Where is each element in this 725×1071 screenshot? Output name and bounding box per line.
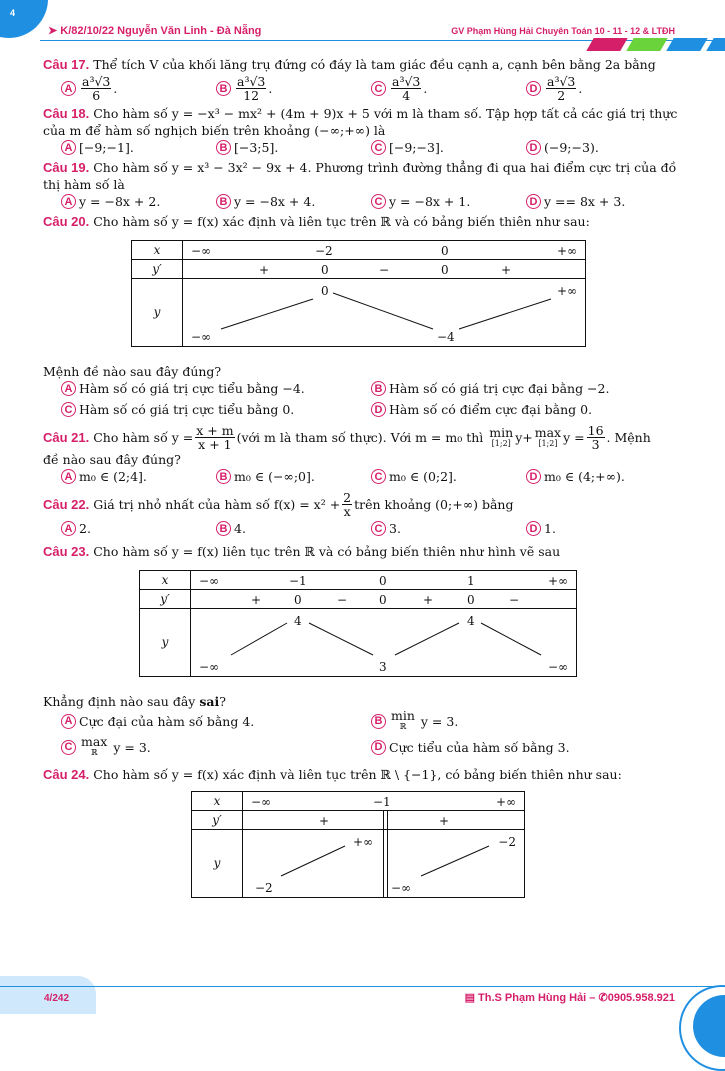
q19-option-d[interactable]: D y == 8x + 3. bbox=[526, 193, 681, 210]
header-page-number: 4 bbox=[10, 8, 16, 18]
q19-option-b[interactable]: B y = −8x + 4. bbox=[216, 193, 371, 210]
header-teacher: GV Phạm Hùng Hải Chuyên Toán 10 - 11 - 12 & LTĐH bbox=[451, 26, 675, 36]
footer-rule bbox=[0, 986, 725, 987]
q23-option-b[interactable]: B min ℝ y = 3. bbox=[371, 710, 681, 732]
header-stripe-green bbox=[626, 38, 668, 51]
question-21: Câu 21. Cho hàm số y = $\frac{x + m}{x + 1}$ (với m là tham số thực). Với m = m₀ thì min [1;2] y + max [1;2] y = $\frac{16}{3}$ . Mệnh bbox=[43, 423, 651, 452]
q18-option-c[interactable]: C [−9;−3]. bbox=[371, 139, 526, 156]
phone-icon: ✆ bbox=[598, 992, 608, 1004]
q20-option-b[interactable]: B Hàm số có giá trị cực đại bằng −2. bbox=[371, 380, 681, 397]
q24-arrows bbox=[243, 830, 525, 898]
q21-prompt: đề nào sau đây đúng? bbox=[43, 452, 181, 467]
q23-variation-table: x −∞ −1 0 1 +∞ y′ + 0 − 0 + 0 − y 4 4 −∞ 3 −∞ bbox=[139, 570, 577, 677]
q18-option-b[interactable]: B [−3;5]. bbox=[216, 139, 371, 156]
q17-option-c[interactable]: C $\frac{\text{a³√3}}{4}$ . bbox=[371, 75, 526, 102]
question-22: Câu 22. Giá trị nhỏ nhất của hàm số f(x) = x² + $\frac{2}{x}$ trên khoảng (0;+∞) bằng bbox=[43, 490, 514, 519]
q18-options bbox=[43, 139, 683, 156]
q21-options bbox=[43, 468, 683, 485]
question-23: Câu 23. Cho hàm số y = f(x) liên tục trên ℝ và có bảng biến thiên như hình vẽ sau bbox=[43, 544, 561, 559]
question-17: Câu 17. Thể tích V của khối lăng trụ đứng có đáy là tam giác đều cạnh a, cạnh bên bằng 2a bằng bbox=[43, 57, 656, 72]
q18-option-a[interactable]: A [−9;−1]. bbox=[61, 139, 216, 156]
q23-arrows bbox=[191, 609, 577, 677]
q21-option-c[interactable]: C m₀ ∈ (0;2]. bbox=[371, 468, 526, 485]
q23-option-d[interactable]: D Cực tiểu của hàm số bằng 3. bbox=[371, 736, 681, 758]
document-icon: ▤ bbox=[464, 992, 479, 1004]
q19-option-a[interactable]: A y = −8x + 2. bbox=[61, 193, 216, 210]
q23-options-row2 bbox=[43, 736, 683, 758]
question-18: Câu 18. Cho hàm số y = −x³ − mx² + (4m + 9)x + 5 với m là tham số. Tập hợp tất cả các giá trị thực của m để hàm số nghịch biến trên khoảng (−∞;+∞) là bbox=[43, 106, 678, 138]
q20-prompt: Mệnh đề nào sau đây đúng? bbox=[43, 364, 222, 379]
q20-option-c[interactable]: C Hàm số có giá trị cực tiểu bằng 0. bbox=[61, 401, 371, 418]
header-corner-circle bbox=[0, 0, 48, 38]
q20-arrows bbox=[183, 279, 587, 347]
q17-option-d[interactable]: D $\frac{\text{a³√3}}{2}$ . bbox=[526, 75, 681, 102]
q24-variation-table: x −∞ −1 +∞ y′ + + y +∞ −2 −2 −∞ bbox=[191, 791, 525, 898]
q23-option-a[interactable]: A Cực đại của hàm số bằng 4. bbox=[61, 710, 371, 732]
footer-contact: ▤ Th.S Phạm Hùng Hải – ✆0905.958.921 bbox=[464, 992, 675, 1004]
q22-option-a[interactable]: A 2. bbox=[61, 520, 216, 537]
q22-options bbox=[43, 520, 683, 537]
header-stripe-blue bbox=[666, 38, 708, 51]
q20-options-row2 bbox=[43, 401, 683, 418]
footer-page: 4/242 bbox=[44, 993, 70, 1004]
q23-option-c[interactable]: C max ℝ y = 3. bbox=[61, 736, 371, 758]
q21-option-a[interactable]: A m₀ ∈ (2;4]. bbox=[61, 468, 216, 485]
q17-options bbox=[43, 75, 683, 102]
question-20: Câu 20. Cho hàm số y = f(x) xác định và liên tục trên ℝ và có bảng biến thiên như sau: bbox=[43, 214, 590, 229]
q20-option-a[interactable]: A Hàm số có giá trị cực tiểu bằng −4. bbox=[61, 380, 371, 397]
q20-options-row1 bbox=[43, 380, 683, 397]
header-stripe-pink bbox=[586, 38, 628, 51]
q22-option-c[interactable]: C 3. bbox=[371, 520, 526, 537]
header-address: ➤ K/82/10/22 Nguyễn Văn Linh - Đà Nẵng bbox=[48, 25, 262, 37]
question-24: Câu 24. Cho hàm số y = f(x) xác định và liên tục trên ℝ \ {−1}, có bảng biến thiên như sau: bbox=[43, 767, 622, 782]
q22-option-b[interactable]: B 4. bbox=[216, 520, 371, 537]
question-19: Câu 19. Cho hàm số y = x³ − 3x² − 9x + 4. Phương trình đường thẳng đi qua hai điểm cực trị của đồ thị hàm số là bbox=[43, 160, 677, 192]
q22-option-d[interactable]: D 1. bbox=[526, 520, 681, 537]
q18-option-d[interactable]: D (−9;−3). bbox=[526, 139, 681, 156]
q20-option-d[interactable]: D Hàm số có điểm cực đại bằng 0. bbox=[371, 401, 681, 418]
q21-option-b[interactable]: B m₀ ∈ (−∞;0]. bbox=[216, 468, 371, 485]
page-content bbox=[43, 56, 683, 898]
q17-option-b[interactable]: B $\frac{\text{a³√3}}{12}$ . bbox=[216, 75, 371, 102]
q19-option-c[interactable]: C y = −8x + 1. bbox=[371, 193, 526, 210]
q21-option-d[interactable]: D m₀ ∈ (4;+∞). bbox=[526, 468, 681, 485]
q17-option-a[interactable]: A $\frac{\text{a³√3}}{6}$ . bbox=[61, 75, 216, 102]
q20-variation-table: x −∞ −2 0 +∞ y′ + 0 − 0 + y 0 +∞ −∞ −4 bbox=[131, 240, 586, 347]
q23-prompt: Khẳng định nào sau đây sai? bbox=[43, 694, 226, 709]
q23-options-row1 bbox=[43, 710, 683, 732]
send-icon: ➤ bbox=[48, 25, 61, 37]
q19-options bbox=[43, 193, 683, 210]
